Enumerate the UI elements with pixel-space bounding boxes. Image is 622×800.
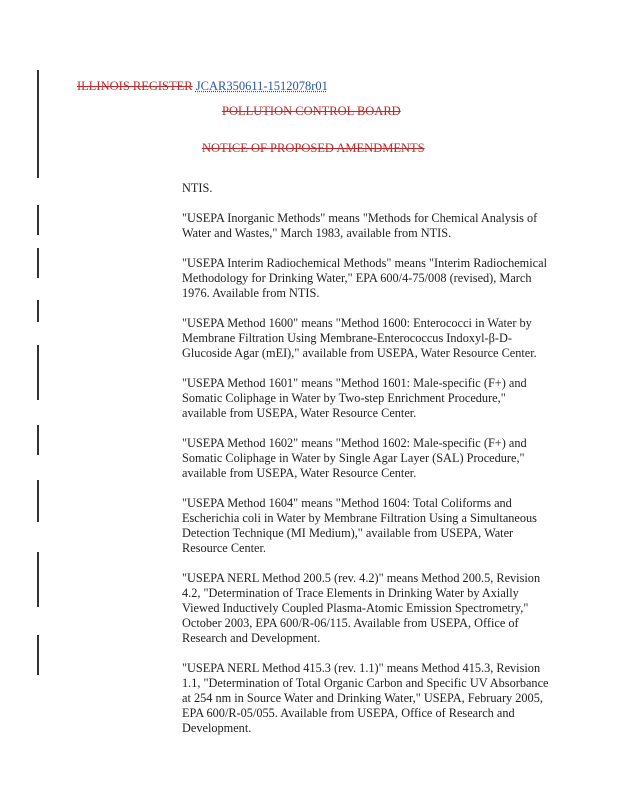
change-bar [37,248,39,278]
paragraph: "USEPA Method 1602" means "Method 1602: Male-specific (F+) and Somatic Coliphage in Water by Single Agar Layer (SAL) Procedure," available from USEPA, Water Resource Center. [182,436,527,480]
paragraph: "USEPA Method 1604" means "Method 1604: Total Coliforms and Escherichia coli in Water by Membrane Filtration Using a Simultaneous Detection Technique (MI Medium)," available from USEPA, Water Resource Center. [182,496,537,555]
change-bar [37,70,39,178]
change-bar [37,635,39,675]
change-bar [37,345,39,400]
board-title-struck: POLLUTION CONTROL BOARD [222,104,401,118]
definitions-body [182,181,550,751]
paragraph: "USEPA Method 1601" means "Method 1601: Male-specific (F+) and Somatic Coliphage in Water by Two-step Enrichment Procedure," available from USEPA, Water Resource Center. [182,376,527,420]
change-bar [37,205,39,235]
paragraph: NTIS. [182,181,213,195]
paragraph: "USEPA NERL Method 200.5 (rev. 4.2)" means Method 200.5, Revision 4.2, "Determination of Trace Elements in Drinking Water by Axially Viewed Inductively Coupled Plasma-Atomic Emission Spectrometry," October 2003, EPA 600/R-06/115. Available from USEPA, Office of Research and Development. [182,571,541,645]
change-bar [37,552,39,607]
register-title-struck: ILLINOIS REGISTER [77,79,193,93]
paragraph: "USEPA Inorganic Methods" means "Methods for Chemical Analysis of Water and Wastes," March 1983, available from NTIS. [182,211,538,240]
jcar-identifier: JCAR350611-1512078r01 [195,79,328,93]
change-bar [37,480,39,522]
change-bar [37,425,39,455]
paragraph: "USEPA Interim Radiochemical Methods" means "Interim Radiochemical Methodology for Drinking Water," EPA 600/4-75/008 (revised), March 1976. Available from NTIS. [182,256,547,300]
change-bar [37,300,39,322]
paragraph: "USEPA NERL Method 415.3 (rev. 1.1)" means Method 415.3, Revision 1.1, "Determination of Total Organic Carbon and Specific UV Absorbance at 254 nm in Source Water and Drinking Water," USEPA, February 2005, EPA 600/R-05/055. Available from USEPA, Office of Research and Development. [182,661,549,735]
paragraph: "USEPA Method 1600" means "Method 1600: Enterococci in Water by Membrane Filtration Using Membrane-Enterococcus Indoxyl-β-D-Glucoside Agar (mEI)," available from USEPA, Water Resource Center. [182,316,537,360]
register-header [77,79,328,94]
notice-title-struck: NOTICE OF PROPOSED AMENDMENTS [202,141,425,155]
